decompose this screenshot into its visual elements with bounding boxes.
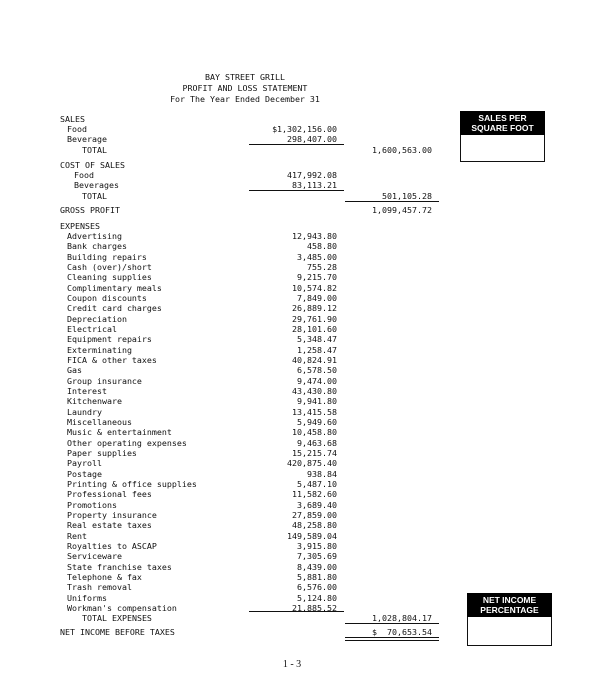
expense-value: 12,943.80 bbox=[292, 231, 337, 241]
sales-total-label: TOTAL bbox=[82, 145, 107, 155]
expense-label: Workman's compensation bbox=[67, 603, 177, 613]
expense-value: 420,875.40 bbox=[287, 458, 337, 468]
expense-label: Gas bbox=[67, 365, 82, 375]
expense-value: 6,578.50 bbox=[297, 365, 337, 375]
expense-label: Credit card charges bbox=[67, 303, 162, 313]
cos-food-label: Food bbox=[74, 170, 94, 180]
total-expenses-rule bbox=[345, 623, 439, 624]
net-box-line1: NET INCOME bbox=[482, 595, 537, 605]
page-number: 1 - 3 bbox=[282, 659, 302, 670]
expense-value: 8,439.00 bbox=[297, 562, 337, 572]
expense-value: 5,487.10 bbox=[297, 479, 337, 489]
expense-value: 149,589.04 bbox=[287, 531, 337, 541]
net-income-rule-1 bbox=[345, 637, 439, 638]
sales-food-label: Food bbox=[67, 124, 87, 134]
expense-label: Other operating expenses bbox=[67, 438, 187, 448]
cost-of-sales-heading: COST OF SALES bbox=[60, 160, 125, 170]
sales-beverage-label: Beverage bbox=[67, 134, 107, 144]
expense-value: 9,474.00 bbox=[297, 376, 337, 386]
sales-total-value: 1,600,563.00 bbox=[372, 145, 432, 155]
expense-value: 7,305.69 bbox=[297, 551, 337, 561]
statement-title: PROFIT AND LOSS STATEMENT bbox=[182, 83, 308, 93]
sales-subtotal-rule bbox=[249, 144, 344, 145]
expense-value: 1,258.47 bbox=[297, 345, 337, 355]
expense-value: 28,101.60 bbox=[292, 324, 337, 334]
expense-label: Complimentary meals bbox=[67, 283, 162, 293]
expense-label: State franchise taxes bbox=[67, 562, 172, 572]
expense-label: Printing & office supplies bbox=[67, 479, 197, 489]
expense-label: Kitchenware bbox=[67, 396, 122, 406]
expense-label: Cash (over)/short bbox=[67, 262, 152, 272]
expense-label: Uniforms bbox=[67, 593, 107, 603]
expense-label: Music & entertainment bbox=[67, 427, 172, 437]
expense-label: Interest bbox=[67, 386, 107, 396]
sales-per-square-foot-box bbox=[460, 111, 545, 162]
expense-value: 5,881.80 bbox=[297, 572, 337, 582]
net-box-line2: PERCENTAGE bbox=[480, 605, 539, 615]
cos-food-value: 417,992.08 bbox=[287, 170, 337, 180]
expense-value: 7,849.00 bbox=[297, 293, 337, 303]
sales-heading: SALES bbox=[60, 114, 85, 124]
expense-value: 755.28 bbox=[307, 262, 337, 272]
expense-label: Professional fees bbox=[67, 489, 152, 499]
cos-total-label: TOTAL bbox=[82, 191, 107, 201]
expense-label: Electrical bbox=[67, 324, 117, 334]
expense-label: Group insurance bbox=[67, 376, 142, 386]
expense-value: 5,949.60 bbox=[297, 417, 337, 427]
sales-beverage-value: 298,407.00 bbox=[287, 134, 337, 144]
sales-food-value: $1,302,156.00 bbox=[272, 124, 337, 134]
expense-value: 9,215.70 bbox=[297, 272, 337, 282]
cos-subtotal-rule bbox=[249, 190, 344, 191]
expense-value: 43,430.80 bbox=[292, 386, 337, 396]
net-income-value: $ 70,653.54 bbox=[372, 627, 432, 637]
expense-label: Building repairs bbox=[67, 252, 147, 262]
expense-value: 9,463.68 bbox=[297, 438, 337, 448]
total-expenses-label: TOTAL EXPENSES bbox=[82, 613, 152, 623]
cos-total-value: 501,105.28 bbox=[382, 191, 432, 201]
expense-value: 3,915.80 bbox=[297, 541, 337, 551]
expense-label: Exterminating bbox=[67, 345, 132, 355]
expense-value: 6,576.00 bbox=[297, 582, 337, 592]
sales-box-line1: SALES PER bbox=[478, 113, 527, 123]
expense-value: 5,348.47 bbox=[297, 334, 337, 344]
expense-label: Cleaning supplies bbox=[67, 272, 152, 282]
sales-box-line2: SQUARE FOOT bbox=[471, 123, 534, 133]
expense-label: Payroll bbox=[67, 458, 102, 468]
expense-value: 9,941.80 bbox=[297, 396, 337, 406]
expense-value: 10,458.80 bbox=[292, 427, 337, 437]
expense-label: Laundry bbox=[67, 407, 102, 417]
cos-total-rule bbox=[345, 201, 439, 202]
expenses-subtotal-rule bbox=[249, 611, 344, 612]
total-expenses-value: 1,028,804.17 bbox=[372, 613, 432, 623]
expense-label: Bank charges bbox=[67, 241, 127, 251]
expense-value: 48,258.80 bbox=[292, 520, 337, 530]
net-income-percentage-box bbox=[467, 593, 552, 646]
expense-label: Depreciation bbox=[67, 314, 127, 324]
expense-label: Property insurance bbox=[67, 510, 157, 520]
expense-label: Trash removal bbox=[67, 582, 132, 592]
expense-value: 10,574.82 bbox=[292, 283, 337, 293]
expense-label: FICA & other taxes bbox=[67, 355, 157, 365]
expense-value: 3,485.00 bbox=[297, 252, 337, 262]
cos-beverages-label: Beverages bbox=[74, 180, 119, 190]
expense-label: Paper supplies bbox=[67, 448, 137, 458]
expense-label: Royalties to ASCAP bbox=[67, 541, 157, 551]
expense-value: 3,689.40 bbox=[297, 500, 337, 510]
net-income-percentage-header bbox=[467, 593, 552, 617]
expense-value: 15,215.74 bbox=[292, 448, 337, 458]
expenses-heading: EXPENSES bbox=[60, 221, 100, 231]
gross-profit-label: GROSS PROFIT bbox=[60, 205, 120, 215]
net-income-rule-2 bbox=[345, 640, 439, 641]
expense-value: 26,889.12 bbox=[292, 303, 337, 313]
expense-value: 938.84 bbox=[307, 469, 337, 479]
expense-value: 5,124.80 bbox=[297, 593, 337, 603]
gross-profit-value: 1,099,457.72 bbox=[372, 205, 432, 215]
expense-value: 11,582.60 bbox=[292, 489, 337, 499]
expense-label: Real estate taxes bbox=[67, 520, 152, 530]
expense-value: 21,885.52 bbox=[292, 603, 337, 613]
net-income-label: NET INCOME BEFORE TAXES bbox=[60, 627, 175, 637]
expense-label: Telephone & fax bbox=[67, 572, 142, 582]
expense-value: 27,859.00 bbox=[292, 510, 337, 520]
expense-label: Advertising bbox=[67, 231, 122, 241]
expense-label: Miscellaneous bbox=[67, 417, 132, 427]
expense-label: Postage bbox=[67, 469, 102, 479]
expense-label: Equipment repairs bbox=[67, 334, 152, 344]
statement-period: For The Year Ended December 31 bbox=[170, 94, 320, 104]
company-name: BAY STREET GRILL bbox=[205, 72, 285, 82]
expense-value: 13,415.58 bbox=[292, 407, 337, 417]
expense-label: Coupon discounts bbox=[67, 293, 147, 303]
sales-per-square-foot-header bbox=[460, 111, 545, 135]
expense-value: 458.80 bbox=[307, 241, 337, 251]
expense-label: Promotions bbox=[67, 500, 117, 510]
expense-label: Rent bbox=[67, 531, 87, 541]
expense-label: Serviceware bbox=[67, 551, 122, 561]
cos-beverages-value: 83,113.21 bbox=[292, 180, 337, 190]
expense-value: 29,761.90 bbox=[292, 314, 337, 324]
expense-value: 40,824.91 bbox=[292, 355, 337, 365]
